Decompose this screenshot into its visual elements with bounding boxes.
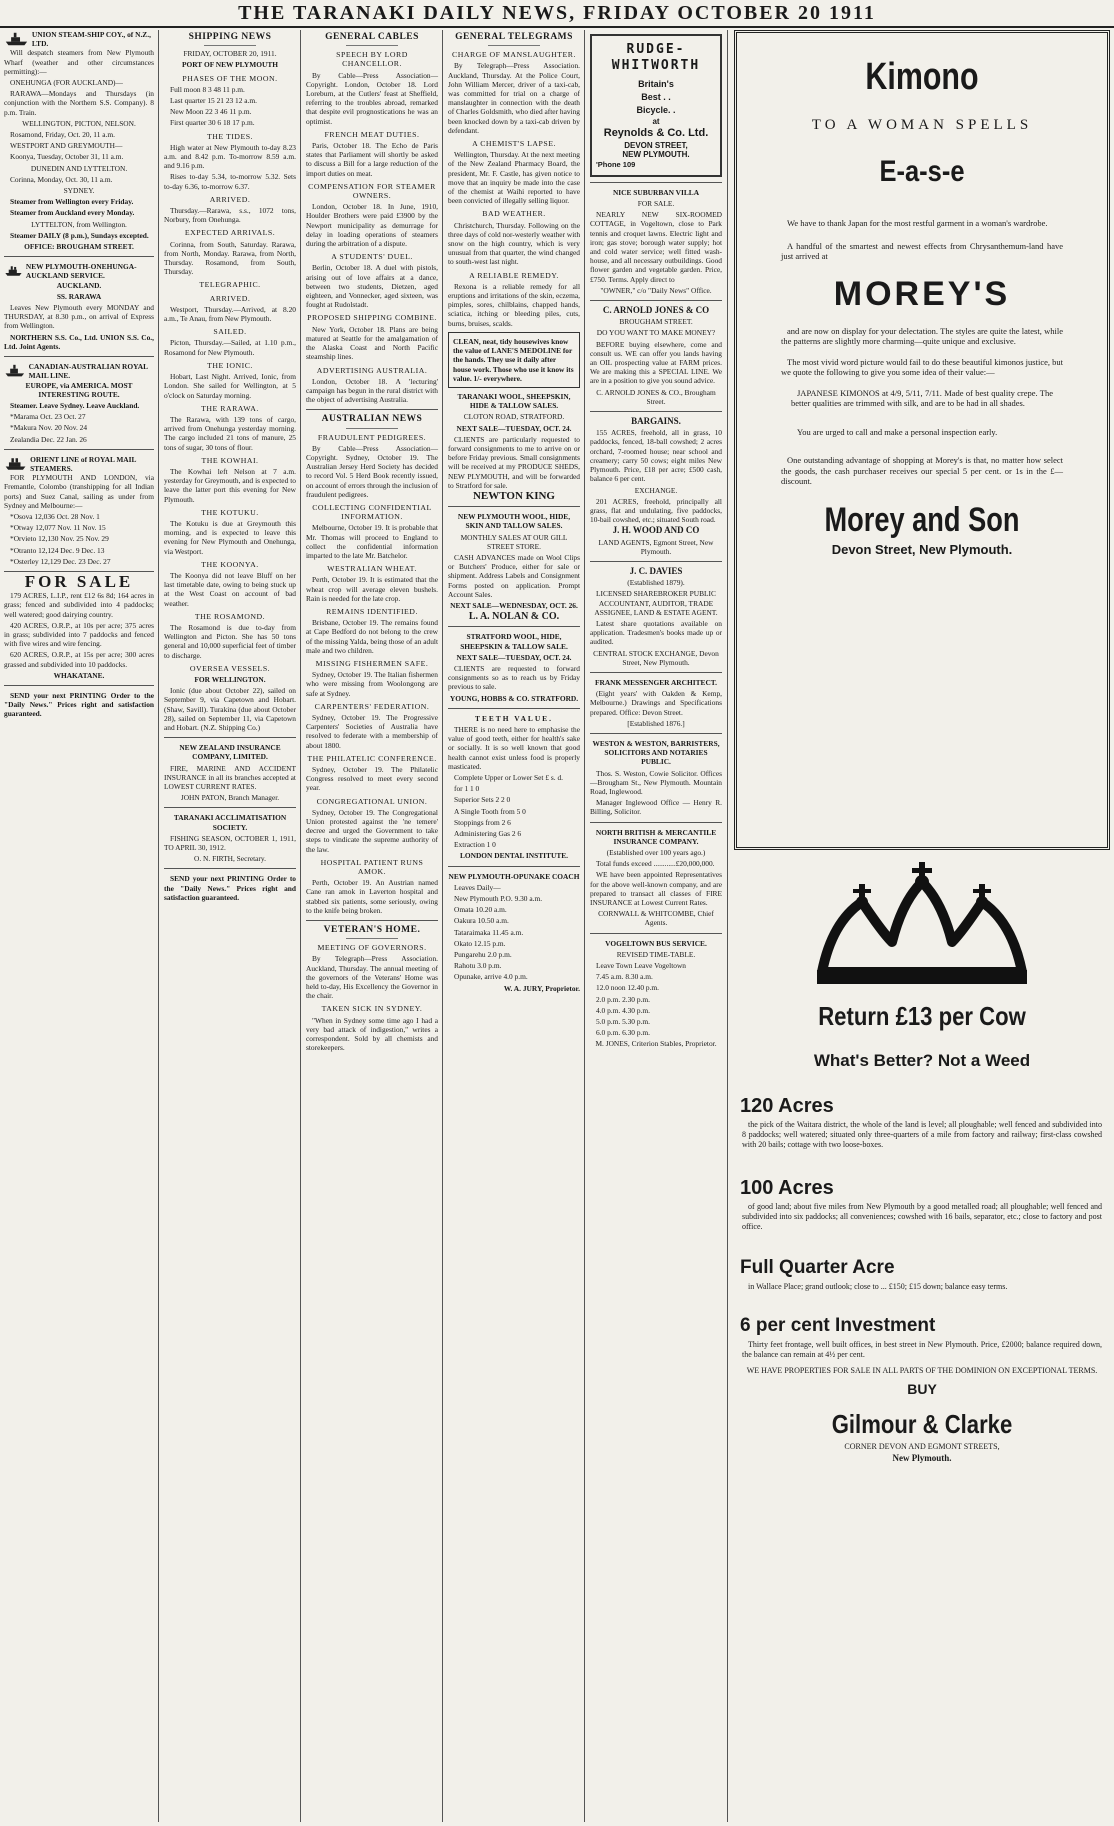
rosamond-text: The Rosamond is due to-day from Wellington and Picton. She has 50 tons general and 10,000 superficial feet of timber to discharge. bbox=[164, 622, 296, 660]
koonya-text: The Koonya did not leave Bluff on her last timetable date, owing to being stuck up at the West Coast on account of bad weather. bbox=[164, 570, 296, 608]
column-shipping-ads bbox=[0, 30, 158, 1822]
article-text: By Cable—Press Association—Copyright. Sydney, October 19. The Australian Jersey Herd Society has decided to record Vol. 5 Herd Book recently issued, on account of errors through the inclusion of fraudulent pedigrees. bbox=[306, 443, 438, 499]
buy-label: BUY bbox=[907, 1381, 937, 1398]
coach-row: Opunake, arrive 4.0 p.m. bbox=[454, 972, 528, 982]
bargains-item: 155 ACRES, freehold, all in grass, 10 paddocks, fenced, 18-ball cowshed; 2 acres orchard, 7-roomed house; near school and creamery; carry 50 cows; eight miles New Plymouth. Price, £18 per acre; £500 cash, balance 6 per cent. bbox=[590, 428, 722, 484]
section-heading: GENERAL CABLES bbox=[325, 32, 419, 42]
ionic-text: Hobart, Last Night. Arrived, Ionic, from London. She sailed for Wellington, at 5 o'clock on Saturday morning. bbox=[164, 372, 296, 400]
sun-text: Rises to-day 5.34, to-morrow 5.32. Sets to-day 6.36, to-morrow 6.37. bbox=[164, 172, 296, 191]
nz-insurance-heading: NEW ZEALAND INSURANCE COMPANY, LIMITED. bbox=[179, 743, 281, 762]
steamship-icon bbox=[4, 363, 26, 379]
kimono-handful: A handful of the smartest and newest effects from Chrysanthemum-land have just arrived at bbox=[781, 240, 1063, 262]
canadian-mail-ad bbox=[4, 362, 154, 444]
article-heading: ADVERTISING AUSTRALIA. bbox=[316, 365, 428, 375]
subheading: THE KOTUKU. bbox=[201, 507, 259, 517]
for-sale-title: FOR SALE bbox=[24, 571, 134, 591]
investment-text: Thirty feet frontage, well built offices, in best street in New Plymouth. Price, £2000; balance required down, the balance can remain at 4½ per cent. bbox=[742, 1340, 1102, 1359]
crown-icon bbox=[802, 862, 1042, 992]
for-sale-ad bbox=[4, 571, 154, 719]
kimono-title: Kimono bbox=[865, 56, 979, 98]
union-line: DUNEDIN AND LYTTELTON. bbox=[30, 163, 128, 173]
canadian-row: Steamer. Leave Sydney. Leave Auckland. bbox=[10, 400, 140, 410]
column-shipping-news bbox=[160, 30, 300, 1822]
article-heading: TAKEN SICK IN SYDNEY. bbox=[321, 1004, 423, 1014]
subheading: ARRIVED. bbox=[209, 194, 251, 204]
arrived-text: Thursday.—Rarawa, s.s., 1072 tons, Norbury, from Onehunga. bbox=[164, 206, 296, 225]
union-line: ONEHUNGA (FOR AUCKLAND)— bbox=[10, 78, 123, 88]
article-heading: MISSING FISHERMEN SAFE. bbox=[315, 658, 429, 668]
acres-100-heading: 100 Acres bbox=[740, 1177, 834, 1199]
nz-insurance-text: FIRE, MARINE AND ACCIDENT INSURANCE in all its branches accepted at LOWEST CURRENT RATES. bbox=[164, 763, 296, 792]
steamship-icon bbox=[4, 263, 23, 279]
union-line: Corinna, Monday, Oct. 30, 11 a.m. bbox=[10, 174, 113, 184]
dateline: FRIDAY, OCTOBER 20, 1911. bbox=[183, 49, 277, 59]
article-heading: SPEECH BY LORD CHANCELLOR. bbox=[336, 50, 408, 69]
kimono-japanese: JAPANESE KIMONOS at 4/9, 5/11, 7/11. Made of best quality crepe. The better qualities are trimmed with silk, and are to be had in all shades. bbox=[791, 387, 1053, 409]
union-line: Steamer from Auckland every Monday. bbox=[10, 208, 135, 218]
bus-row: 5.0 p.m. 5.30 p.m. bbox=[596, 1017, 650, 1027]
article-text: New York, October 18. Plans are being matured at Seattle for the amalgamation of the Alaska Coast and North Pacific steamship lines. bbox=[306, 324, 438, 362]
subheading: TELEGRAPHIC. bbox=[199, 280, 261, 290]
teeth-row: A Single Tooth from 5 0 bbox=[454, 806, 526, 816]
northern-sub: AUCKLAND. bbox=[56, 280, 102, 290]
teeth-ad bbox=[448, 714, 580, 861]
quarter-acre-text: in Wallace Place; grand outlook; close to ... £150; £15 down; balance easy terms. bbox=[748, 1282, 1008, 1291]
column-rule bbox=[584, 30, 585, 1822]
article-text: London, October 18. In June, 1910, Houlder Brothers were paid £3900 by the Newport municipality as demurrage for delay in loading operations of steamers during the arbitration of a dispute. bbox=[306, 202, 438, 249]
orient-line-ad bbox=[4, 455, 154, 566]
union-line: LYTTELTON, from Wellington. bbox=[31, 219, 127, 229]
acclimatisation-ad bbox=[164, 813, 296, 863]
article-text: By Cable—Press Association—Copyright. London, October 18. Lord Loreburn, at the Cutlers' feast at Sheffield, referring to the troubles abroad, remarked that despite evil prognostications he was an optimist. bbox=[306, 70, 438, 126]
subheading: THE KOONYA. bbox=[201, 559, 259, 569]
suburban-villa-ad bbox=[590, 188, 722, 295]
north-british-ad bbox=[590, 828, 722, 928]
kotuku-text: The Kotuku is due at Greymouth this morning, and is expected to leave this evening for New Plymouth and Onehunga, via Westport. bbox=[164, 518, 296, 556]
expected-text: Corinna, from South, Saturday. Rarawa, from North, Monday. Rarawa, from North, Thursday. Rosamond, from South, Thursday. bbox=[164, 239, 296, 277]
moon-row: Full moon 8 3 48 11 p.m. bbox=[170, 84, 245, 94]
teeth-row: Complete Upper or Lower Set £ s. d. bbox=[454, 773, 563, 783]
column-rule bbox=[158, 30, 159, 1822]
coach-heading: NEW PLYMOUTH-OPUNAKE COACH bbox=[448, 871, 580, 881]
printing-ad: SEND your next PRINTING Order to the "Daily News." Prices right and satisfaction guaranteed. bbox=[4, 690, 154, 719]
article-heading: BAD WEATHER. bbox=[482, 209, 546, 219]
article-heading: A STUDENTS' DUEL. bbox=[331, 252, 413, 262]
northern-ss-ad bbox=[4, 262, 154, 351]
for-sale-item: 420 ACRES, O.R.P., at 10s per acre; 375 acres in grass; subdivided into 7 paddocks and fenced with five wires and wire fencing. bbox=[4, 620, 154, 649]
kowhai-text: The Kowhai left Nelson at 7 a.m. yesterday for Greymouth, and is expected to leave the latter port this evening for New Plymouth. bbox=[164, 466, 296, 504]
canadian-heading: CANADIAN-AUSTRALIAN ROYAL MAIL LINE. bbox=[28, 362, 148, 381]
arnold-text: BEFORE buying elsewhere, come and consult us. WE can offer you lands having an OIL prospecting value at FARM prices. We are making this a SPECIAL LINE. We are in a position to give you sound advice. bbox=[590, 339, 722, 386]
subheading: ARRIVED. bbox=[209, 293, 251, 303]
villa-sub: FOR SALE. bbox=[637, 199, 675, 209]
bus-row: 6.0 p.m. 6.30 p.m. bbox=[596, 1028, 650, 1038]
acclim-sig: O. N. FIRTH, Secretary. bbox=[194, 854, 266, 864]
subheading: OVERSEA VESSELS. bbox=[189, 663, 271, 673]
union-line: WELLINGTON, PICTON, NELSON. bbox=[22, 118, 136, 128]
teeth-row: Administering Gas 2 6 bbox=[454, 829, 522, 839]
article-heading: A CHEMIST'S LAPSE. bbox=[472, 139, 556, 149]
article-text: London, October 18. A 'lecturing' campaign has begun in the rural district with the object of advertising Australia. bbox=[306, 376, 438, 405]
bus-row: 4.0 p.m. 4.30 p.m. bbox=[596, 1005, 650, 1015]
messenger-estd: [Established 1876.] bbox=[627, 718, 685, 728]
bus-heading: VOGELTOWN BUS SERVICE. bbox=[605, 938, 707, 948]
orient-text: FOR PLYMOUTH AND LONDON, via Fremantle, Colombo (transhipping for all Indian ports) and Suez Canal, sailing as under from Sydney and Melbourne:— bbox=[4, 473, 154, 510]
union-line: Koonya, Tuesday, October 31, 11 a.m. bbox=[10, 152, 124, 162]
bargains-exchange: EXCHANGE. bbox=[634, 485, 678, 495]
article-text: Sydney, October 19. The Italian fishermen who were missing from Woolongong are safe at Sydney. bbox=[306, 670, 438, 698]
section-heading: VETERAN'S HOME. bbox=[323, 925, 421, 936]
taranaki-wool-ad bbox=[448, 392, 580, 501]
gilmour-clarke-ad bbox=[734, 856, 1110, 1816]
bus-sub: REVISED TIME-TABLE. bbox=[616, 949, 696, 959]
union-steamship-ad bbox=[4, 30, 154, 251]
subheading: THE ROSAMOND. bbox=[194, 611, 266, 621]
teeth-row: Stoppings from 2 6 bbox=[454, 817, 511, 827]
sailed-text: Picton, Thursday.—Sailed, at 1.10 p.m., Rosamond for New Plymouth. bbox=[164, 338, 296, 357]
wool-place: CLOTON ROAD, STRATFORD. bbox=[463, 412, 565, 422]
coach-row: Omata 10.20 a.m. bbox=[454, 905, 507, 915]
telegraphic-text: Westport, Thursday.—Arrived, at 8.20 a.m., Te Anau, from New Plymouth. bbox=[164, 304, 296, 324]
column-rule bbox=[727, 30, 728, 1822]
bargains-sig: J. H. WOOD AND CO bbox=[612, 525, 700, 536]
article-heading: HOSPITAL PATIENT RUNS AMOK. bbox=[320, 857, 424, 877]
bus-row: Leave Town Leave Vogeltown bbox=[596, 961, 686, 971]
coach-ad bbox=[448, 872, 580, 993]
moreys-title: MOREY'S bbox=[833, 274, 1011, 313]
teeth-text: THERE is no need here to emphasise the value of good teeth, either for health's sake or socially. It is so well known that good health cannot exist unless food is properly masticated. bbox=[448, 725, 580, 771]
orient-row: *Osova 12,036 Oct. 28 Nov. 1 bbox=[10, 511, 100, 521]
subheading: THE RARAWA. bbox=[201, 403, 259, 413]
davies-heading: J. C. DAVIES bbox=[629, 565, 683, 576]
kimono-ad bbox=[734, 30, 1110, 850]
teeth-sig: LONDON DENTAL INSTITUTE. bbox=[459, 851, 569, 861]
orient-row: *Otranto 12,124 Dec. 9 Dec. 13 bbox=[10, 545, 105, 555]
coach-row: Tataraimaka 11.45 a.m. bbox=[454, 927, 524, 937]
arnold-sig: C. ARNOLD JONES & CO., Brougham Street. bbox=[596, 387, 716, 406]
weston-heading: WESTON & WESTON, BARRISTERS, SOLICITORS AND NOTARIES PUBLIC. bbox=[592, 738, 720, 767]
arnold-heading: C. ARNOLD JONES & CO bbox=[602, 305, 710, 316]
quarter-acre-heading: Full Quarter Acre bbox=[740, 1257, 895, 1278]
moon-row: Last quarter 15 21 23 12 a.m. bbox=[170, 96, 258, 106]
bus-row: 7.45 a.m. 8.30 a.m. bbox=[596, 972, 653, 982]
subheading: THE KOWHAI. bbox=[201, 455, 259, 465]
np-wool-text: CASH ADVANCES made on Wool Clips or Butchers' Produce, either for sale or shipment. Address Labels and Consignment Forms posted on application. Prompt Account Sales. bbox=[448, 552, 580, 599]
article-heading: WESTRALIAN WHEAT. bbox=[327, 564, 417, 574]
for-sale-item: 179 ACRES, L.I.P., rent £12 6s 8d; 164 acres in grass; fenced and subdivided into 4 paddocks; well watered; good dairying country. bbox=[4, 591, 154, 619]
davies-estd: (Established 1879). bbox=[627, 578, 685, 588]
for-sale-agent: WHAKATANE. bbox=[53, 670, 105, 680]
kimono-thanks: We have to thank Japan for the most restful garment in a woman's wardrobe. bbox=[787, 218, 1048, 229]
nz-insurance-manager: JOHN PATON, Branch Manager. bbox=[180, 793, 280, 803]
stratford-text: CLIENTS are requested to forward consignments so as to reach us by Friday previous to sale. bbox=[448, 663, 580, 692]
nb-heading: NORTH BRITISH & MERCANTILE INSURANCE COMPANY. bbox=[595, 827, 717, 846]
canadian-row: *Makura Nov. 20 Nov. 24 bbox=[10, 423, 88, 433]
coach-row: Okato 12.15 p.m. bbox=[454, 938, 506, 948]
column-general-telegrams bbox=[444, 30, 584, 1822]
stratford-wool-ad bbox=[448, 632, 580, 702]
article-text: Melbourne, October 19. It is probable that Mr. Thomas will proceed to England to collect the confidential information imparted to the late Mr. Batchelor. bbox=[306, 523, 438, 560]
messenger-heading: FRANK MESSENGER ARCHITECT. bbox=[594, 677, 718, 687]
kimono-ease: E-a-s-e bbox=[879, 155, 965, 189]
moon-row: New Moon 22 3 46 11 p.m. bbox=[170, 107, 252, 117]
subheading: THE TIDES. bbox=[206, 131, 253, 141]
article-heading: REMAINS IDENTIFIED. bbox=[326, 606, 418, 616]
rudge-whitworth-ad bbox=[590, 34, 722, 177]
gilmour-corner: CORNER DEVON AND EGMONT STREETS, bbox=[844, 1442, 1000, 1452]
arnold-question: DO YOU WANT TO MAKE MONEY? bbox=[596, 328, 716, 338]
acclim-text: FISHING SEASON, OCTOBER 1, 1911, TO APRIL 30, 1912. bbox=[164, 833, 296, 853]
coach-row: Oakura 10.50 a.m. bbox=[454, 916, 509, 926]
column-rule bbox=[300, 30, 301, 1822]
rudge-line: Britain's bbox=[638, 79, 674, 89]
northern-ship: SS. RARAWA bbox=[56, 291, 102, 301]
kimono-invited: You are urged to call and make a personal inspection early. bbox=[797, 426, 998, 437]
rudge-phone: 'Phone 109 bbox=[596, 159, 636, 169]
orient-heading: ORIENT LINE of ROYAL MAIL STEAMERS. bbox=[30, 454, 137, 473]
article-text: Sydney, October 19. The Congregational Union protested against the 'ne temere' decree and urged the Government to take steps to vindicate the supreme authority of the law. bbox=[306, 807, 438, 854]
union-intro: Will despatch steamers from New Plymouth Wharf (weather and other circumstances permitting):— bbox=[4, 48, 154, 76]
nz-insurance-ad bbox=[164, 743, 296, 802]
np-wool-sig: L. A. NOLAN & CO. bbox=[468, 611, 560, 623]
article-heading: THE PHILATELIC CONFERENCE. bbox=[307, 753, 437, 763]
article-text: Perth, October 19. An Austrian named Cane ran amok in Laverton hospital and stabbed six patients, some seriously, owing to the knife being broken. bbox=[306, 878, 438, 915]
union-heading: UNION STEAM-SHIP COY., of N.Z., LTD. bbox=[31, 30, 151, 49]
teeth-row: Extraction 1 0 bbox=[454, 840, 496, 850]
article-heading: FRENCH MEAT DUTIES. bbox=[324, 129, 420, 139]
article-text: Sydney, October 19. The Progressive Carpenters' Societies of Australia have resolved to federate with a membership of about 1800. bbox=[306, 713, 438, 750]
np-wool-ad bbox=[448, 512, 580, 621]
kimono-display: and are now on display for your delectation. The styles are quite the latest, while the patterns are slightly more charming—quite unique and exclusive. bbox=[781, 325, 1063, 347]
article-heading: CARPENTERS' FEDERATION. bbox=[314, 701, 430, 711]
article-heading: FRAUDULENT PEDIGREES. bbox=[317, 432, 427, 442]
union-line: WESTPORT AND GREYMOUTH— bbox=[10, 141, 123, 151]
rudge-line: Bicycle. . bbox=[636, 105, 676, 115]
arnold-jones-ad bbox=[590, 306, 722, 406]
bus-row: 12.0 noon 12.40 p.m. bbox=[596, 983, 660, 993]
wool-heading: TARANAKI WOOL, SHEEPSKIN, HIDE & TALLOW SALES. bbox=[457, 391, 571, 411]
orient-row: *Osterley 12,129 Dec. 23 Dec. 27 bbox=[10, 556, 111, 566]
rudge-at: at bbox=[652, 117, 660, 126]
weston-sub: Manager Inglewood Office — Henry R. Billing, Solicitor. bbox=[590, 798, 722, 817]
moon-row: First quarter 30 6 18 17 p.m. bbox=[170, 118, 255, 128]
nb-estd: (Established over 100 years ago.) bbox=[606, 848, 706, 857]
better-headline: What's Better? Not a Weed bbox=[813, 1051, 1031, 1070]
villa-sig: "OWNER," c/o "Daily News" Office. bbox=[600, 285, 712, 295]
canadian-row: Zealandia Dec. 22 Jan. 26 bbox=[10, 434, 87, 444]
coach-row: Rahotu 3.0 p.m. bbox=[454, 961, 502, 971]
steamship-icon bbox=[4, 31, 29, 47]
article-text: Sydney, October 19. The Philatelic Congress resolved to meet every second year. bbox=[306, 765, 438, 793]
rudge-line: Best . . bbox=[641, 92, 671, 102]
port-heading: PORT OF NEW PLYMOUTH bbox=[181, 60, 279, 70]
kimono-advantage: One outstanding advantage of shopping at Morey's is that, no matter how select the goods, the cash purchaser receives our special 5 per cent. or 1s in the £—discount. bbox=[781, 455, 1063, 487]
union-line: SYDNEY. bbox=[63, 186, 95, 196]
oversea-text: Ionic (due about October 22), sailed on September 9, via Capetown and Hobart. (Shaw, Savill). Turakina (due about October 28), sailed on September 11, via Capetown and Hobart. (N.Z. Shipping Co.) bbox=[164, 686, 296, 732]
acres-120-text: the pick of the Waitara district, the whole of the land is level; all ploughable; well fenced and subdivided into 8 paddocks; well watered; situated only three-quarters of a mile from factory and railway; first-class cowshed with 20 bails; cottage with two loose-boxes. bbox=[742, 1120, 1102, 1149]
gilmour-title: Gilmour & Clarke bbox=[831, 1409, 1013, 1440]
article-text: Perth, October 19. It is estimated that the wheat crop will average eleven bushels. Rain is needed for the late crop. bbox=[306, 575, 438, 603]
northern-text: Leaves New Plymouth every MONDAY and THURSDAY, at 8.30 p.m., on arrival of Express from Wellington. bbox=[4, 303, 154, 331]
rudge-firm: Reynolds & Co. Ltd. bbox=[603, 127, 709, 140]
gilmour-town: New Plymouth. bbox=[892, 1452, 952, 1463]
coach-row: New Plymouth P.O. 9.30 a.m. bbox=[454, 894, 543, 904]
wool-sig: NEWTON KING bbox=[472, 489, 555, 502]
stratford-sig: YOUNG, HOBBS & CO. STRATFORD. bbox=[449, 693, 579, 703]
morey-son-address: Devon Street, New Plymouth. bbox=[831, 541, 1013, 557]
orient-row: *Otway 12,077 Nov. 11 Nov. 15 bbox=[10, 523, 106, 533]
subheading: SAILED. bbox=[213, 327, 247, 337]
rudge-title: RUDGE-WHITWORTH bbox=[611, 42, 701, 73]
coach-row: Leaves Daily— bbox=[454, 882, 501, 892]
section-heading: SHIPPING NEWS bbox=[188, 32, 272, 42]
teeth-row: for 1 1 0 bbox=[454, 784, 480, 794]
article-text: Paris, October 18. The Echo de Paris states that Parliament will shortly be asked to discuss a Bill for a large reduction of the import duties on meat. bbox=[306, 141, 438, 178]
vogeltown-bus-ad bbox=[590, 939, 722, 1049]
nb-funds: Total funds exceed ............£20,000,000. bbox=[596, 859, 715, 869]
np-wool-next: NEXT SALE—WEDNESDAY, OCT. 26. bbox=[450, 600, 578, 610]
article-text: Brisbane, October 19. The remains found at Cape Bedford do not belong to the crew of the missing Yalda, being those of an adult male and two children. bbox=[306, 618, 438, 655]
bus-row: 2.0 p.m. 2.30 p.m. bbox=[596, 994, 650, 1004]
column-business-ads bbox=[586, 30, 726, 1822]
rudge-town: NEW PLYMOUTH. bbox=[622, 150, 690, 160]
article-text: Berlin, October 18. A duel with pistols, arising out of love affairs at a dance, between two students, Dietzen, aged eighteen, and Vonnecker, aged sixteen, was fought at Rudolstadt. bbox=[306, 263, 438, 310]
bargains-sig-sub: LAND AGENTS, Egmont Street, New Plymouth. bbox=[598, 537, 714, 556]
canadian-row: *Marama Oct. 23 Oct. 27 bbox=[10, 412, 86, 422]
weston-ad bbox=[590, 739, 722, 817]
messenger-ad bbox=[590, 678, 722, 728]
acres-120-heading: 120 Acres bbox=[740, 1095, 834, 1117]
article-heading: CHARGE OF MANSLAUGHTER. bbox=[452, 50, 576, 60]
article-heading: COLLECTING CONFIDENTIAL INFORMATION. bbox=[312, 502, 432, 522]
davies-ad bbox=[590, 567, 722, 667]
villa-heading: NICE SUBURBAN VILLA bbox=[612, 187, 700, 197]
villa-text: NEARLY NEW SIX-ROOMED COTTAGE, in Vogeltown, close to Park tennis and croquet lawns. Electric light and iron; gas stove; borough water supply; hot and cold water service; well fitted wash-house, and all necessary outbuildings. Good flower garden and vegetable garden. Price, £750. Terms. Apply direct to bbox=[590, 210, 722, 284]
return-headline: Return £13 per Cow bbox=[818, 1001, 1026, 1031]
rudge-street: DEVON STREET, bbox=[624, 141, 688, 151]
lanes-medoline-ad: CLEAN, neat, tidy housewives know the value of LANE'S MEDOLINE for the hands. They use it daily after house work. Those who use it know its value. 1/- everywhere. bbox=[448, 332, 580, 388]
masthead: THE TARANAKI DAILY NEWS, FRIDAY OCTOBER 20 1911 bbox=[0, 0, 1114, 28]
np-wool-heading: NEW PLYMOUTH WOOL, HIDE, SKIN AND TALLOW SALES. bbox=[457, 512, 571, 531]
subheading: THE IONIC. bbox=[207, 360, 253, 370]
investment-heading: 6 per cent Investment bbox=[740, 1315, 936, 1336]
wool-next: NEXT SALE—TUESDAY, OCT. 24. bbox=[456, 423, 572, 433]
kimono-woman: TO A WOMAN SPELLS bbox=[811, 117, 1033, 133]
printing-ad: SEND your next PRINTING Order to the "Daily News." Prices right and satisfaction guaranteed. bbox=[164, 874, 296, 902]
rarawa-text: The Rarawa, with 139 tons of cargo, arrived from Onehunga yesterday morning. The cargo included 21 tons of manure, 25 tons of sugar, 30 tons of flour. bbox=[164, 414, 296, 452]
orient-row: *Orvieto 12,130 Nov. 25 Nov. 29 bbox=[10, 534, 109, 544]
northern-sig: NORTHERN S.S. Co., Ltd. UNION S.S. Co., Ltd. Joint Agents. bbox=[4, 332, 154, 351]
section-heading: AUSTRALIAN NEWS bbox=[321, 414, 423, 425]
stratford-heading: STRATFORD WOOL, HIDE, SHEEPSKIN & TALLOW SALE. bbox=[460, 632, 568, 651]
union-office: OFFICE: BROUGHAM STREET. bbox=[24, 242, 134, 252]
for-sale-item: 620 ACRES, O.R.P., at 15s per acre; 300 acres grassed and subdivided into 10 paddocks. bbox=[4, 650, 154, 669]
bargains-ad bbox=[590, 417, 722, 556]
steamship-icon bbox=[4, 456, 27, 472]
article-text: By Telegraph—Press Association. Auckland, Thursday. At the Police Court, John William Mercer, driver of a taxi-cab, was committed for trial on a charge of manslaughter in connection with the death of Charles Goldsmith, who died after having been knocked down by a taxi-cab driven by defendant. bbox=[448, 61, 580, 135]
canadian-sub: EUROPE, via AMERICA. MOST INTERESTING ROUTE. bbox=[25, 380, 133, 399]
union-line: Steamer from Wellington every Friday. bbox=[10, 197, 134, 207]
kimono-vivid: The most vivid word picture would fail to do these beautiful kimonos justice, but we quote the following to give you some idea of their value:— bbox=[781, 356, 1063, 378]
northern-heading: NEW PLYMOUTH-ONEHUNGA-AUCKLAND SERVICE. bbox=[25, 262, 137, 281]
bargains-heading: BARGAINS. bbox=[631, 416, 681, 427]
stratford-next: NEXT SALE—TUESDAY, OCT. 24. bbox=[456, 652, 572, 662]
teeth-row: Superior Sets 2 2 0 bbox=[454, 795, 511, 805]
coach-sig: W. A. JURY, Proprietor. bbox=[503, 983, 580, 993]
union-line: RARAWA—Mondays and Thursdays (in conjunction with the Northern S.S. Company). 8 p.m. Train. bbox=[4, 89, 154, 117]
article-text: Christchurch, Thursday. Following on the three days of cold nor-westerly weather with snow on the high country, which is very unusual from that quarter, the wind changed to south-west last night. bbox=[448, 220, 581, 267]
section-heading: GENERAL TELEGRAMS bbox=[455, 32, 573, 42]
column-general-cables bbox=[302, 30, 442, 1822]
nb-text: WE have been appointed Representatives for the above well-known company, and are prepared to transact all classes of FIRE INSURANCE at Lowest Current Rates. bbox=[590, 870, 722, 908]
morey-son-title: Morey and Son bbox=[824, 500, 1020, 539]
tides-text: High water at New Plymouth to-day 8.23 a.m. and 8.42 p.m. To-morrow 8.59 a.m. and 9.16 p.m. bbox=[164, 142, 296, 171]
properties-text: WE HAVE PROPERTIES FOR SALE IN ALL PARTS OF THE DOMINION ON EXCEPTIONAL TERMS. bbox=[746, 1366, 1098, 1375]
np-wool-sub: MONTHLY SALES AT OUR GILL STREET STORE. bbox=[460, 532, 568, 551]
subheading: EXPECTED ARRIVALS. bbox=[184, 228, 276, 238]
union-line: Rosamond, Friday, Oct. 20, 11 a.m. bbox=[10, 130, 115, 140]
article-text: Wellington, Thursday. At the next meeting of the New Zealand Pharmacy Board, the president, Mr. F. Castle, has given notice to move that an inquiry be made into the case of the chemist at Waihi reported to have been convicted of illegally selling liquor. bbox=[448, 150, 580, 206]
subheading: PHASES OF THE MOON. bbox=[182, 73, 278, 83]
article-text: By Telegraph—Press Association. Auckland, Thursday. The annual meeting of the governors of the Veterans' Home was held to-day, His Excellency the Governor in the chair. bbox=[306, 954, 438, 1001]
davies-more: Latest share quotations available on application. Tradesmen's books made up or audited. bbox=[590, 618, 722, 647]
article-heading: COMPENSATION FOR STEAMER OWNERS. bbox=[308, 181, 436, 201]
column-rule bbox=[442, 30, 443, 1822]
davies-text: LICENSED SHAREBROKER PUBLIC ACCOUNTANT, AUDITOR, TRADE ASSIGNEE, LAND & ESTATE AGENT. bbox=[594, 589, 718, 617]
bargains-item: 201 ACRES, freehold, principally all grass, flat and undulating, five paddocks, 10-bail cowshed, etc.; situated South road. bbox=[590, 496, 722, 525]
davies-exchange: CENTRAL STOCK EXCHANGE, Devon Street, New Plymouth. bbox=[593, 648, 719, 667]
for-wellington: FOR WELLINGTON. bbox=[194, 674, 266, 684]
wool-text: CLIENTS are particularly requested to forward consignments to me to arrive on or before Friday previous. Small consignments will be received at my PRODUCE SHEDS, NEW PLYMOUTH, and will be forwarded to Stratford for sale. bbox=[448, 434, 580, 490]
union-line: Steamer DAILY (8 p.m.), Sundays excepted. bbox=[10, 230, 149, 240]
nb-sig: CORNWALL & WHITCOMBE, Chief Agents. bbox=[598, 909, 714, 928]
article-heading: CONGREGATIONAL UNION. bbox=[316, 796, 428, 806]
article-text: Rexona is a reliable remedy for all eruptions and irritations of the skin, eczema, pimples, sores, chilblains, chapped hands, sciatica, itching or bleeding piles, cuts, burns, bruises, scalds. bbox=[448, 281, 580, 328]
article-heading: A RELIABLE REMEDY. bbox=[469, 270, 559, 280]
bus-sig: M. JONES, Criterion Stables, Proprietor. bbox=[595, 1039, 717, 1049]
messenger-text: (Eight years' with Oakden & Kemp, Melbourne.) Drawings and Specifications prepared. Office: Devon Street. bbox=[590, 689, 722, 717]
article-text: "When in Sydney some time ago I had a very bad attack of indigestion," writes a correspondent. Sold by all chemists and storekeepers. bbox=[306, 1015, 438, 1053]
weston-text: Thos. S. Weston, Cowie Solicitor. Offices—Brougham St., New Plymouth. Mountain Road, Inglewood. bbox=[590, 768, 722, 796]
coach-row: Pungarehu 2.0 p.m. bbox=[454, 950, 512, 960]
acclim-heading: TARANAKI ACCLIMATISATION SOCIETY. bbox=[173, 813, 287, 832]
column-display-ads bbox=[730, 30, 1114, 1822]
teeth-heading: TEETH VALUE. bbox=[475, 713, 553, 723]
arnold-street: BROUGHAM STREET. bbox=[619, 317, 693, 327]
article-heading: MEETING OF GOVERNORS. bbox=[317, 943, 427, 953]
acres-100-text: of good land; about five miles from New Plymouth by a good metalled road; all ploughable; well fenced and subdivided into six paddocks; all conveniences; cowshed with 16 bails, separator, etc.; close to factory and post office. bbox=[742, 1202, 1102, 1231]
article-heading: PROPOSED SHIPPING COMBINE. bbox=[307, 313, 437, 323]
